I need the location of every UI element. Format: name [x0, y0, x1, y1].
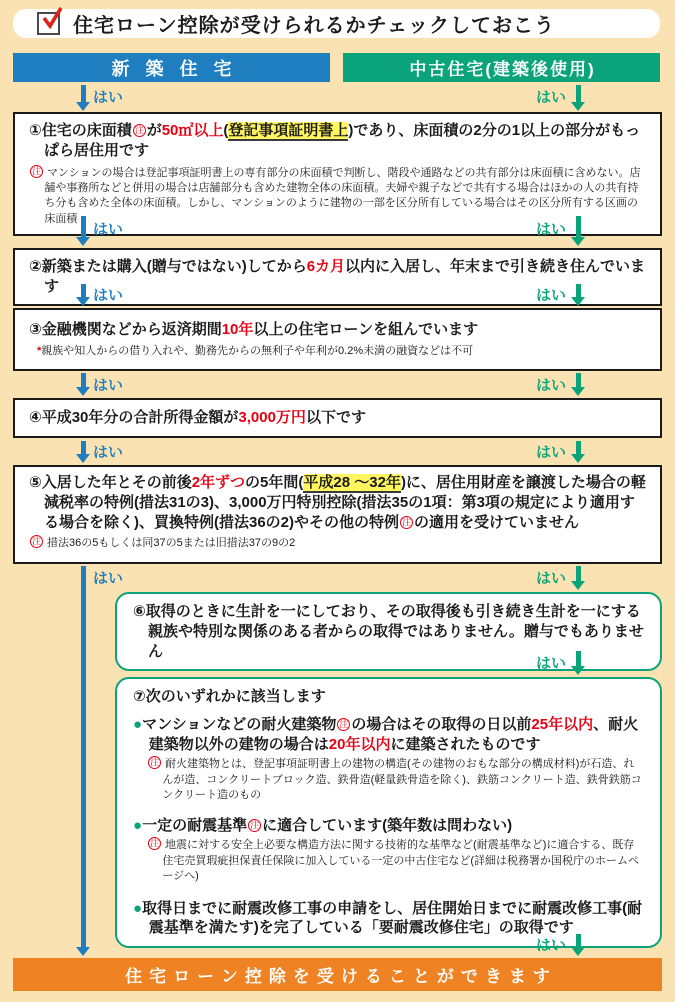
yes-label: はい — [93, 221, 124, 238]
yes-label: はい — [535, 287, 566, 304]
step-4-box — [13, 398, 662, 438]
step-7-box — [115, 677, 662, 948]
step-4-text: ④平成30年分の合計所得金額が3,000万円以下です — [29, 409, 366, 427]
step-6-text: ⑥取得のときに生計を一にしており、その取得後も引き続き生計を一にする親族や特別な関係のある者からの取得ではありません。贈与でもありません — [133, 603, 644, 660]
step-7-bullet-1-note: 注 耐火建築物とは、登記事項証明書上の建物の構造(その建物のおもな部分の構成材料)が石造、れんが造、コンクリートブロック造、鉄骨造(軽量鉄骨造を除く)、鉄筋コンクリート造、鉄骨鉄筋コンクリート造のもの — [149, 757, 642, 802]
arrow-down-icon — [571, 934, 585, 956]
step-2-text: ②新築または購入(贈与ではない)してから6カ月以内に入居し、年末まで引き続き住んでいます — [29, 258, 646, 295]
yes-label: はい — [93, 89, 124, 106]
step-5-text: ⑤入居した年とその前後2年ずつの5年間(平成28 〜32年)に、居住用財産を譲渡した場合の軽減税率の特例(措法31の3)、3,000万円特別控除(措法35の1項：第3項の規定により適用する場合を除く)、買換特例(措法36の2)やその他の特例 注 の適用を受けていません — [29, 474, 646, 531]
step-7-bullet-3: ●取得日までに耐震改修工事の申請をし、居住開始日までに耐震改修工事(耐震基準を満たす)を完了している「要耐震改修住宅」の取得です — [133, 899, 643, 937]
yes-label: はい — [93, 444, 124, 461]
step-7-bullet-2-note: 注 地震に対する安全上必要な構造方法に関する技術的な基準など(耐震基準など)に適合する、既存住宅売買瑕疵担保責任保険に加入している一定の中古住宅など(詳細は税務署か国税庁のホームページへ) — [149, 838, 640, 883]
yes-label: はい — [535, 444, 566, 461]
arrow-down-icon — [76, 441, 90, 463]
column-header-new-house: 新築住宅 — [13, 53, 330, 82]
yes-label: はい — [93, 287, 124, 304]
arrow-down-icon — [76, 216, 90, 246]
arrow-down-icon — [571, 441, 585, 463]
arrow-down-icon — [76, 566, 90, 956]
step-1-note: 注 マンションの場合は登記事項証明書上の専有部分の床面積で判断し、階段や通路などの共有部分は床面積に含めない。店舗や事務所などと併用の場合は店舗部分も含めた建物全体の床面積。夫婦や親子などで共有する場合はほかの人の共有持ち分も含めた全体の床面積。しかし、マンションのように建物の一部を区分所有している場合はその区分所有する区画の床面積 — [31, 165, 641, 225]
arrow-down-icon — [76, 373, 90, 396]
yes-label: はい — [535, 937, 566, 954]
yes-label: はい — [93, 570, 124, 587]
yes-label: はい — [535, 655, 566, 672]
step-1-text: ①住宅の床面積 注 が50㎡以上(登記事項証明書上)であり、床面積の2分の1以上の部分がもっぱら居住用です — [29, 122, 641, 159]
step-5-box — [13, 465, 662, 564]
arrow-down-icon — [571, 85, 585, 111]
yes-label: はい — [535, 89, 566, 106]
step-3-text: ③金融機関などから返済期間10年以上の住宅ローンを組んでいます — [29, 321, 479, 338]
arrow-down-icon — [571, 216, 585, 246]
step-3-box — [13, 308, 662, 371]
step-5-note: 注 措法36の5もしくは同37の5または旧措法37の9の2 — [31, 536, 296, 550]
result-banner: 住宅ローン控除を受けることができます — [13, 958, 662, 991]
step-7-bullet-2: ●一定の耐震基準 注 に適合しています(築年数は問わない) — [133, 816, 513, 834]
page-title-bar — [13, 9, 660, 38]
step-3-note: *親族や知人からの借り入れや、勤務先からの無利子や年利が0.2%未満の融資などは不可 — [37, 344, 474, 357]
yes-label: はい — [93, 377, 124, 394]
column-header-used-house: 中古住宅(建築後使用) — [343, 53, 660, 82]
step-7-heading: ⑦次のいずれかに該当します — [133, 688, 326, 705]
page-title: 住宅ローン控除が受けられるかチェックしておこう — [73, 15, 555, 37]
red-check-icon — [37, 12, 60, 35]
yes-label: はい — [535, 221, 566, 238]
arrow-down-icon — [76, 284, 90, 306]
arrow-down-icon — [76, 85, 90, 111]
arrow-down-icon — [571, 566, 585, 590]
arrow-down-icon — [571, 651, 585, 675]
yes-label: はい — [535, 570, 566, 587]
yes-label: はい — [535, 377, 566, 394]
arrow-down-icon — [571, 284, 585, 306]
step-7-bullet-1: ●マンションなどの耐火建築物 注 の場合はその取得の日以前25年以内、耐火建築物以外の建物の場合は20年以内に建築されたものです — [133, 715, 639, 753]
arrow-down-icon — [571, 373, 585, 396]
